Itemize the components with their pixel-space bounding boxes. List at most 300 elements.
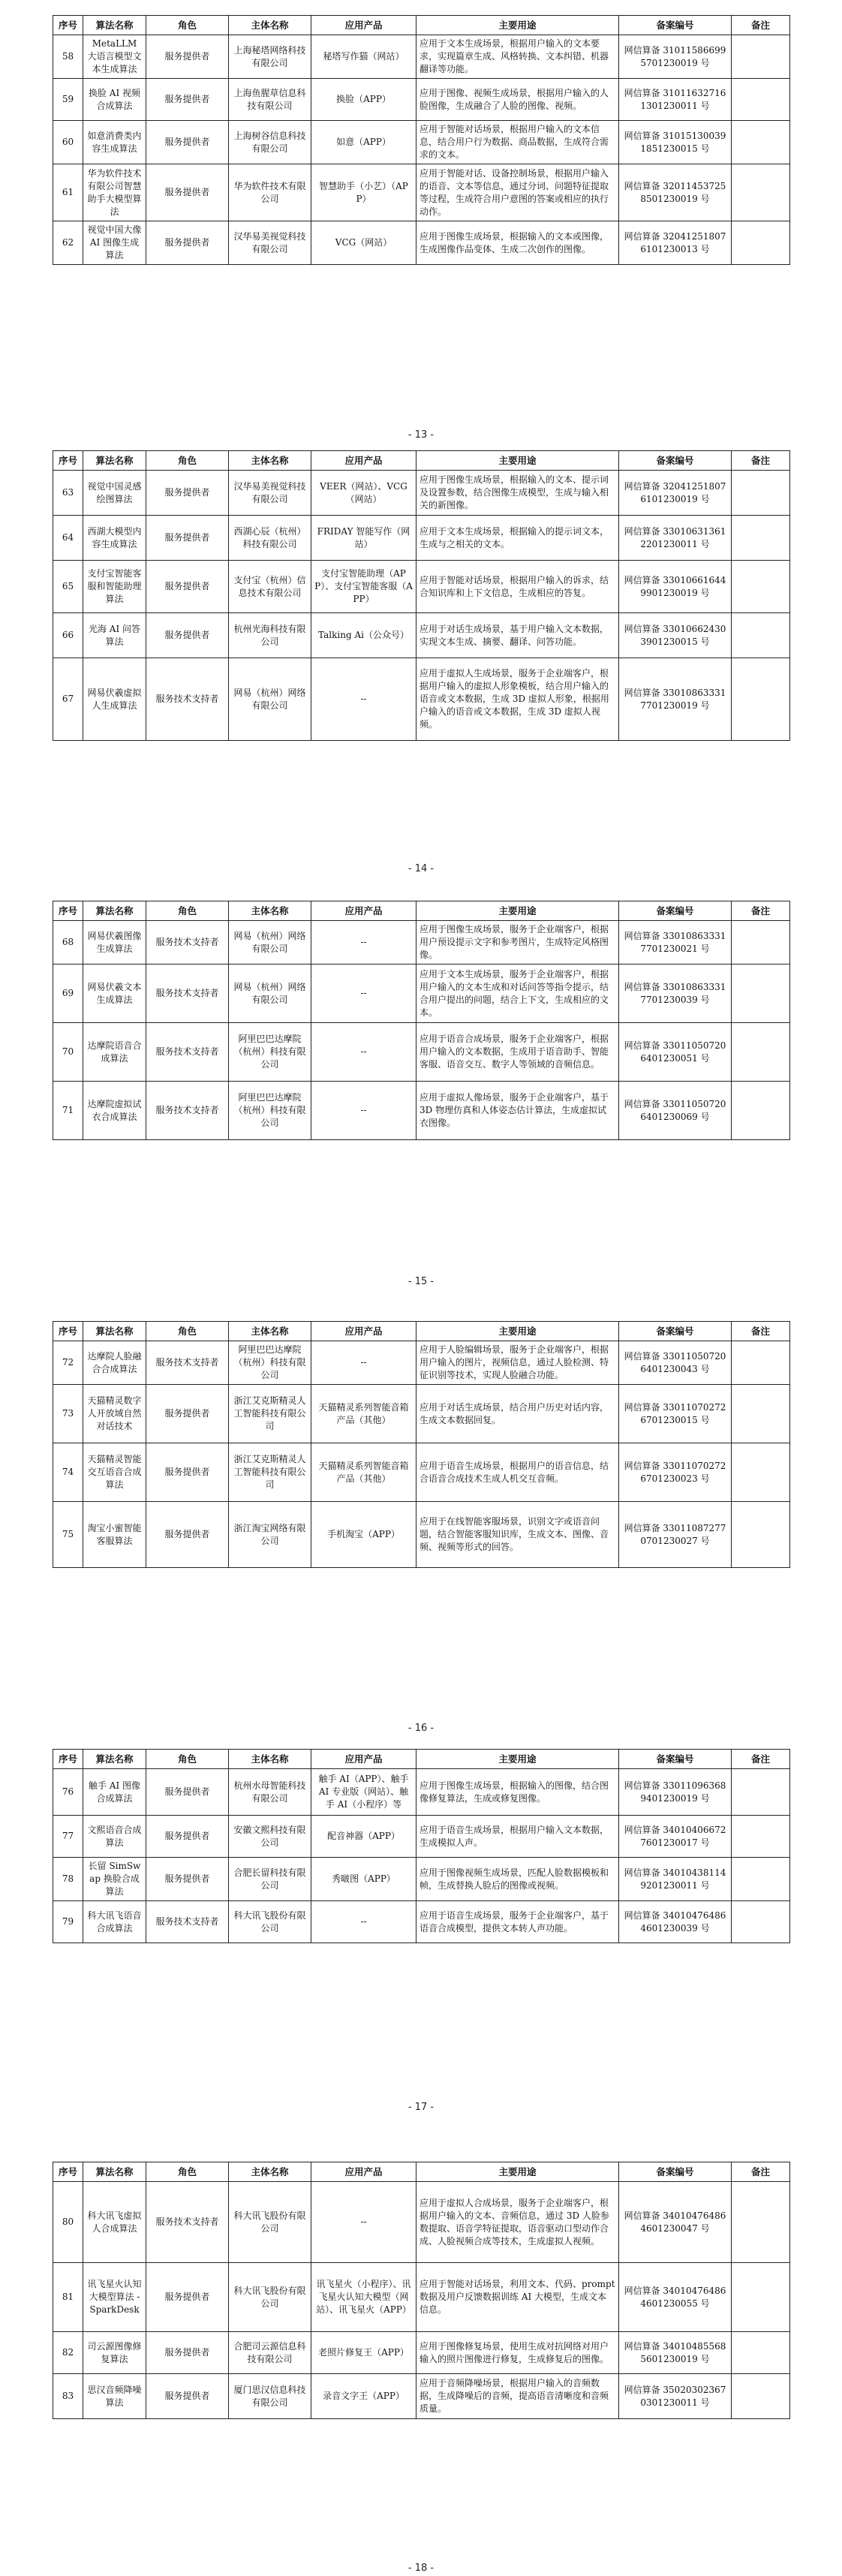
cell-name: MetaLLM 大语言模型文本生成算法 <box>83 35 146 79</box>
cell-product: 如意（APP） <box>311 121 416 164</box>
column-header-note: 备注 <box>732 451 790 471</box>
column-header-role: 角色 <box>146 1322 229 1341</box>
cell-reg: 网信算备 310115866995701230019 号 <box>619 35 732 79</box>
cell-no: 79 <box>53 1901 83 1943</box>
column-header-no: 序号 <box>53 901 83 921</box>
algorithm-table-page-4 <box>53 1321 790 1568</box>
page-number: - 15 - <box>407 1276 435 1287</box>
cell-role: 服务技术支持者 <box>146 1023 229 1082</box>
algorithm-table-page-3 <box>53 901 790 1140</box>
cell-note <box>732 164 790 221</box>
cell-use: 应用于语音生成场景，服务于企业端客户，基于语音合成模型，提供文本转人声功能。 <box>416 1901 619 1943</box>
cell-reg: 网信算备 340104764864601230055 号 <box>619 2263 732 2332</box>
table-row <box>53 658 790 741</box>
cell-note <box>732 613 790 658</box>
cell-name: 如意消费类内容生成算法 <box>83 121 146 164</box>
cell-product: 手机淘宝（APP） <box>311 1502 416 1568</box>
cell-reg: 网信算备 310151300391851230015 号 <box>619 121 732 164</box>
cell-role: 服务提供者 <box>146 471 229 516</box>
cell-entity: 网易（杭州）网络有限公司 <box>229 921 311 964</box>
column-header-use: 主要用途 <box>416 901 619 921</box>
cell-note <box>732 1341 790 1385</box>
page-number: - 17 - <box>407 2102 435 2113</box>
cell-note <box>732 79 790 121</box>
column-header-note: 备注 <box>732 1322 790 1341</box>
cell-use: 应用于在线智能客服场景，识别文字或语音问题，结合智能客服知识库，生成文本、图像、音频、视频等形式的回答。 <box>416 1502 619 1568</box>
cell-product: 讯飞星火（小程序）、讯飞星火认知大模型（网站）、讯飞星火（APP） <box>311 2263 416 2332</box>
cell-product: -- <box>311 1082 416 1140</box>
cell-use: 应用于智能对话场景，根据用户输入的文本信息，结合用户行为数据、商品数据，生成符合需求的文本。 <box>416 121 619 164</box>
cell-name: 淘宝小蜜智能客服算法 <box>83 1502 146 1568</box>
cell-no: 82 <box>53 2332 83 2374</box>
cell-name: 达摩院语音合成算法 <box>83 1023 146 1082</box>
table-row <box>53 35 790 79</box>
cell-role: 服务提供者 <box>146 35 229 79</box>
cell-product: 秘塔写作猫（网站） <box>311 35 416 79</box>
cell-no: 66 <box>53 613 83 658</box>
column-header-product: 应用产品 <box>311 16 416 35</box>
cell-use: 应用于音频降噪场景，根据用户输入的音频数据，生成降噪后的音频，提高语音清晰度和音频质量。 <box>416 2374 619 2419</box>
column-header-name: 算法名称 <box>83 16 146 35</box>
cell-note <box>732 2332 790 2374</box>
cell-reg: 网信算备 320412518076101230013 号 <box>619 221 732 265</box>
cell-product: VCG（网站） <box>311 221 416 265</box>
table-row <box>53 79 790 121</box>
table-row <box>53 1341 790 1385</box>
cell-name: 司云源图像修复算法 <box>83 2332 146 2374</box>
cell-no: 62 <box>53 221 83 265</box>
cell-no: 64 <box>53 516 83 561</box>
cell-role: 服务提供者 <box>146 221 229 265</box>
cell-role: 服务技术支持者 <box>146 964 229 1023</box>
cell-note <box>732 1858 790 1901</box>
cell-no: 58 <box>53 35 83 79</box>
column-header-no: 序号 <box>53 1322 83 1341</box>
cell-use: 应用于文本生成场景，服务于企业端客户，根据用户输入的文本生成和对话问答等指令提示，结合用户提出的问题，结合上下文，生成相应的文本。 <box>416 964 619 1023</box>
cell-product: -- <box>311 964 416 1023</box>
cell-entity: 浙江淘宝网络有限公司 <box>229 1502 311 1568</box>
cell-reg: 网信算备 330108633317701230019 号 <box>619 658 732 741</box>
cell-product: Talking Ai（公众号） <box>311 613 416 658</box>
cell-reg: 网信算备 340104764864601230047 号 <box>619 2182 732 2263</box>
table-row <box>53 1858 790 1901</box>
algorithm-table-page-2 <box>53 450 790 741</box>
column-header-role: 角色 <box>146 1750 229 1769</box>
cell-name: 光海 AI 问答算法 <box>83 613 146 658</box>
cell-entity: 阿里巴巴达摩院（杭州）科技有限公司 <box>229 1341 311 1385</box>
cell-product: 配音神器（APP） <box>311 1816 416 1858</box>
cell-no: 60 <box>53 121 83 164</box>
column-header-reg: 备案编号 <box>619 901 732 921</box>
cell-role: 服务提供者 <box>146 2374 229 2419</box>
cell-role: 服务提供者 <box>146 1769 229 1816</box>
cell-note <box>732 1901 790 1943</box>
cell-role: 服务技术支持者 <box>146 658 229 741</box>
column-header-name: 算法名称 <box>83 451 146 471</box>
cell-entity: 安徽文熙科技有限公司 <box>229 1816 311 1858</box>
table-header-row <box>53 2162 790 2182</box>
table-header-row <box>53 901 790 921</box>
cell-reg: 网信算备 330110702726701230015 号 <box>619 1385 732 1443</box>
cell-no: 78 <box>53 1858 83 1901</box>
cell-reg: 网信算备 330110702726701230023 号 <box>619 1443 732 1502</box>
cell-product: -- <box>311 1901 416 1943</box>
cell-role: 服务提供者 <box>146 1858 229 1901</box>
cell-no: 65 <box>53 561 83 613</box>
cell-name: 网易伏羲文本生成算法 <box>83 964 146 1023</box>
cell-name: 网易伏羲图像生成算法 <box>83 921 146 964</box>
cell-name: 触手 AI 图像合成算法 <box>83 1769 146 1816</box>
column-header-role: 角色 <box>146 16 229 35</box>
column-header-entity: 主体名称 <box>229 1322 311 1341</box>
cell-reg: 网信算备 340104855685601230019 号 <box>619 2332 732 2374</box>
cell-entity: 阿里巴巴达摩院（杭州）科技有限公司 <box>229 1082 311 1140</box>
column-header-entity: 主体名称 <box>229 901 311 921</box>
table-row <box>53 221 790 265</box>
table-row <box>53 471 790 516</box>
cell-name: 科大讯飞虚拟人合成算法 <box>83 2182 146 2263</box>
column-header-role: 角色 <box>146 901 229 921</box>
cell-note <box>732 35 790 79</box>
cell-role: 服务技术支持者 <box>146 2182 229 2263</box>
cell-role: 服务提供者 <box>146 1443 229 1502</box>
cell-no: 61 <box>53 164 83 221</box>
table-row <box>53 1385 790 1443</box>
cell-role: 服务提供者 <box>146 561 229 613</box>
table-row <box>53 164 790 221</box>
column-header-product: 应用产品 <box>311 901 416 921</box>
cell-note <box>732 2263 790 2332</box>
table-row <box>53 1502 790 1568</box>
cell-no: 75 <box>53 1502 83 1568</box>
column-header-name: 算法名称 <box>83 1750 146 1769</box>
cell-note <box>732 658 790 741</box>
column-header-entity: 主体名称 <box>229 1750 311 1769</box>
cell-reg: 网信算备 310116327161301230011 号 <box>619 79 732 121</box>
table-row <box>53 2332 790 2374</box>
cell-product: 支付宝智能助理（APP）、支付宝智能客服（APP） <box>311 561 416 613</box>
cell-entity: 厦门思汉信息科技有限公司 <box>229 2374 311 2419</box>
cell-name: 讯飞星火认知大模型算法 -SparkDesk <box>83 2263 146 2332</box>
column-header-reg: 备案编号 <box>619 451 732 471</box>
cell-product: 触手 AI（APP）、触手 AI 专业版（网站）、触手 AI（小程序）等 <box>311 1769 416 1816</box>
column-header-entity: 主体名称 <box>229 2162 311 2182</box>
cell-note <box>732 1082 790 1140</box>
cell-note <box>732 964 790 1023</box>
algorithm-table-page-6 <box>53 2162 790 2419</box>
table-row <box>53 1901 790 1943</box>
cell-role: 服务提供者 <box>146 1502 229 1568</box>
cell-use: 应用于智能对话场景，利用文本、代码、prompt 数据及用户反馈数据训练 AI 大模型，生成文本信息。 <box>416 2263 619 2332</box>
cell-role: 服务技术支持者 <box>146 921 229 964</box>
page-number: - 13 - <box>407 429 435 441</box>
cell-no: 76 <box>53 1769 83 1816</box>
cell-entity: 汉华易美视觉科技有限公司 <box>229 471 311 516</box>
cell-no: 68 <box>53 921 83 964</box>
cell-entity: 合肥长留科技有限公司 <box>229 1858 311 1901</box>
cell-no: 59 <box>53 79 83 121</box>
column-header-entity: 主体名称 <box>229 16 311 35</box>
table-row <box>53 921 790 964</box>
table-row <box>53 1769 790 1816</box>
cell-note <box>732 1816 790 1858</box>
cell-entity: 科大讯飞股份有限公司 <box>229 1901 311 1943</box>
cell-name: 网易伏羲虚拟人生成算法 <box>83 658 146 741</box>
cell-reg: 网信算备 340104381149201230011 号 <box>619 1858 732 1901</box>
cell-use: 应用于图像视频生成场景，匹配人脸数据模板和帧，生成替换人脸后的图像或视频。 <box>416 1858 619 1901</box>
column-header-no: 序号 <box>53 451 83 471</box>
cell-entity: 杭州光海科技有限公司 <box>229 613 311 658</box>
table-row <box>53 561 790 613</box>
cell-reg: 网信算备 330106624303901230015 号 <box>619 613 732 658</box>
column-header-no: 序号 <box>53 16 83 35</box>
column-header-use: 主要用途 <box>416 2162 619 2182</box>
cell-use: 应用于图像生成场景，根据输入的图像，结合图像修复算法，生成或修复图像。 <box>416 1769 619 1816</box>
table-row <box>53 2374 790 2419</box>
cell-use: 应用于智能对话场景，根据用户输入的诉求，结合知识库和上下文信息，生成相应的答复。 <box>416 561 619 613</box>
page-number: - 18 - <box>407 2562 435 2574</box>
cell-role: 服务提供者 <box>146 1816 229 1858</box>
algorithm-table-page-5 <box>53 1749 790 1943</box>
cell-use: 应用于虚拟人合成场景，服务于企业端客户，根据用户输入的文本、音频信息，通过 3D 人脸参数提取、语音学特征提取，语音驱动口型动作合成、人脸视频合成等技术，生成虚拟人视频。 <box>416 2182 619 2263</box>
cell-name: 达摩院虚拟试衣合成算法 <box>83 1082 146 1140</box>
cell-product: 换脸（APP） <box>311 79 416 121</box>
column-header-reg: 备案编号 <box>619 2162 732 2182</box>
cell-no: 77 <box>53 1816 83 1858</box>
table-row <box>53 2182 790 2263</box>
table-row <box>53 121 790 164</box>
column-header-no: 序号 <box>53 1750 83 1769</box>
table-row <box>53 2263 790 2332</box>
cell-entity: 阿里巴巴达摩院（杭州）科技有限公司 <box>229 1023 311 1082</box>
cell-use: 应用于图像修复场景，使用生成对抗网络对用户输入的照片图像进行修复，生成修复后的图像。 <box>416 2332 619 2374</box>
column-header-no: 序号 <box>53 2162 83 2182</box>
cell-entity: 浙江艾克斯精灵人工智能科技有限公司 <box>229 1385 311 1443</box>
cell-note <box>732 516 790 561</box>
column-header-use: 主要用途 <box>416 1322 619 1341</box>
cell-entity: 支付宝（杭州）信息技术有限公司 <box>229 561 311 613</box>
cell-entity: 科大讯飞股份有限公司 <box>229 2182 311 2263</box>
cell-reg: 网信算备 340104764864601230039 号 <box>619 1901 732 1943</box>
cell-no: 71 <box>53 1082 83 1140</box>
cell-role: 服务提供者 <box>146 516 229 561</box>
column-header-use: 主要用途 <box>416 451 619 471</box>
cell-product: 录音文字王（APP） <box>311 2374 416 2419</box>
cell-note <box>732 2374 790 2419</box>
column-header-note: 备注 <box>732 901 790 921</box>
cell-use: 应用于文本生成场景，根据输入的提示词文本，生成与之相关的文本。 <box>416 516 619 561</box>
column-header-name: 算法名称 <box>83 901 146 921</box>
cell-role: 服务技术支持者 <box>146 1082 229 1140</box>
cell-name: 视觉中国大像 AI 图像生成算法 <box>83 221 146 265</box>
column-header-note: 备注 <box>732 2162 790 2182</box>
column-header-name: 算法名称 <box>83 1322 146 1341</box>
cell-name: 天猫精灵智能交互语音合成算法 <box>83 1443 146 1502</box>
column-header-product: 应用产品 <box>311 1322 416 1341</box>
cell-reg: 网信算备 330110507206401230043 号 <box>619 1341 732 1385</box>
cell-use: 应用于对话生成场景，结合用户历史对话内容，生成文本数据回复。 <box>416 1385 619 1443</box>
cell-product: -- <box>311 658 416 741</box>
cell-name: 换脸 AI 视频合成算法 <box>83 79 146 121</box>
cell-use: 应用于虚拟人生成场景，服务于企业端客户，根据用户输入的虚拟人形象模板，结合用户输入的语音或文本数据，生成 3D 虚拟人形象，根据用户输入的语音或文本数据，生成 3D 虚拟人视频。 <box>416 658 619 741</box>
cell-entity: 浙江艾克斯精灵人工智能科技有限公司 <box>229 1443 311 1502</box>
cell-name: 华为软件技术有限公司智慧助手大模型算法 <box>83 164 146 221</box>
cell-role: 服务提供者 <box>146 79 229 121</box>
cell-note <box>732 1769 790 1816</box>
cell-no: 70 <box>53 1023 83 1082</box>
cell-note <box>732 2182 790 2263</box>
cell-note <box>732 471 790 516</box>
cell-use: 应用于文本生成场景，根据用户输入的文本要求，实现篇章生成、风格转换、文本纠错、机器翻译等功能。 <box>416 35 619 79</box>
cell-reg: 网信算备 340104066727601230017 号 <box>619 1816 732 1858</box>
cell-note <box>732 561 790 613</box>
cell-entity: 网易（杭州）网络有限公司 <box>229 964 311 1023</box>
cell-name: 视觉中国灵感绘图算法 <box>83 471 146 516</box>
table-row <box>53 613 790 658</box>
cell-entity: 科大讯飞股份有限公司 <box>229 2263 311 2332</box>
cell-reg: 网信算备 330106313612201230011 号 <box>619 516 732 561</box>
cell-product: -- <box>311 2182 416 2263</box>
cell-use: 应用于图像、视频生成场景，根据用户输入的人脸图像，生成融合了人脸的图像、视频。 <box>416 79 619 121</box>
cell-product: -- <box>311 1023 416 1082</box>
cell-no: 72 <box>53 1341 83 1385</box>
cell-product: -- <box>311 921 416 964</box>
algorithm-table-page-1 <box>53 15 790 265</box>
cell-reg: 网信算备 350203023670301230011 号 <box>619 2374 732 2419</box>
cell-role: 服务提供者 <box>146 121 229 164</box>
cell-name: 达摩院人脸融合合成算法 <box>83 1341 146 1385</box>
page-number: - 16 - <box>407 1723 435 1734</box>
table-row <box>53 1816 790 1858</box>
cell-name: 长留 SimSwap 换脸合成算法 <box>83 1858 146 1901</box>
cell-use: 应用于语音合成场景，服务于企业端客户，根据用户输入的文本数据，生成用于语音助手、智能客服、语音交互、数字人等领域的音频信息。 <box>416 1023 619 1082</box>
cell-role: 服务提供者 <box>146 613 229 658</box>
table-row <box>53 1443 790 1502</box>
cell-product: VEER（网站）、VCG（网站） <box>311 471 416 516</box>
cell-product: 智慧助手（小艺）（APP） <box>311 164 416 221</box>
cell-note <box>732 1023 790 1082</box>
cell-use: 应用于图像生成场景，根据输入的文本或图像，生成图像作品变体、生成二次创作的图像。 <box>416 221 619 265</box>
cell-no: 80 <box>53 2182 83 2263</box>
cell-entity: 上海树谷信息科技有限公司 <box>229 121 311 164</box>
table-header-row <box>53 16 790 35</box>
cell-note <box>732 1385 790 1443</box>
table-header-row <box>53 451 790 471</box>
cell-use: 应用于虚拟人像场景，服务于企业端客户，基于 3D 物理仿真和人体姿态估计算法，生成虚拟试衣图像。 <box>416 1082 619 1140</box>
cell-product: 秀啵图（APP） <box>311 1858 416 1901</box>
cell-reg: 网信算备 330110507206401230069 号 <box>619 1082 732 1140</box>
cell-no: 63 <box>53 471 83 516</box>
cell-product: 天猫精灵系列智能音箱产品（其他） <box>311 1443 416 1502</box>
cell-entity: 合肥司云源信息科技有限公司 <box>229 2332 311 2374</box>
column-header-role: 角色 <box>146 2162 229 2182</box>
cell-reg: 网信算备 330108633317701230039 号 <box>619 964 732 1023</box>
column-header-reg: 备案编号 <box>619 1750 732 1769</box>
cell-name: 支付宝智能客服和智能助理算法 <box>83 561 146 613</box>
cell-product: -- <box>311 1341 416 1385</box>
cell-role: 服务提供者 <box>146 2332 229 2374</box>
table-row <box>53 964 790 1023</box>
table-row <box>53 1082 790 1140</box>
column-header-note: 备注 <box>732 1750 790 1769</box>
cell-use: 应用于人脸编辑场景，服务于企业端客户，根据用户输入的图片，视频信息，通过人脸检测、特征识别等技术，实现人脸融合功能。 <box>416 1341 619 1385</box>
cell-product: FRIDAY 智能写作（网站） <box>311 516 416 561</box>
table-row <box>53 1023 790 1082</box>
cell-role: 服务技术支持者 <box>146 1341 229 1385</box>
cell-use: 应用于图像生成场景，根据输入的文本、提示词及设置参数，结合图像生成模型，生成与输入相关的新图像。 <box>416 471 619 516</box>
cell-no: 73 <box>53 1385 83 1443</box>
column-header-product: 应用产品 <box>311 1750 416 1769</box>
column-header-name: 算法名称 <box>83 2162 146 2182</box>
cell-role: 服务提供者 <box>146 2263 229 2332</box>
cell-use: 应用于语音生成场景，根据用户的语音信息，结合语音合成技术生成人机交互音频。 <box>416 1443 619 1502</box>
cell-no: 74 <box>53 1443 83 1502</box>
cell-use: 应用于语音生成场景，根据用户输入文本数据，生成模拟人声。 <box>416 1816 619 1858</box>
cell-use: 应用于对话生成场景，基于用户输入文本数据，实现文本生成、摘要、翻译、问答功能。 <box>416 613 619 658</box>
cell-entity: 上海秘塔网络科技有限公司 <box>229 35 311 79</box>
column-header-product: 应用产品 <box>311 2162 416 2182</box>
cell-name: 西湖大模型内容生成算法 <box>83 516 146 561</box>
cell-no: 69 <box>53 964 83 1023</box>
cell-entity: 西湖心辰（杭州）科技有限公司 <box>229 516 311 561</box>
cell-reg: 网信算备 320114537258501230019 号 <box>619 164 732 221</box>
cell-reg: 网信算备 330106616449901230019 号 <box>619 561 732 613</box>
cell-use: 应用于智能对话、设备控制场景，根据用户输入的语音、文本等信息，通过分词、问题特征提取等过程，生成符合用户意图的答案或相应的执行动作。 <box>416 164 619 221</box>
table-header-row <box>53 1750 790 1769</box>
cell-reg: 网信算备 330108633317701230021 号 <box>619 921 732 964</box>
cell-note <box>732 1443 790 1502</box>
column-header-product: 应用产品 <box>311 451 416 471</box>
cell-no: 67 <box>53 658 83 741</box>
column-header-note: 备注 <box>732 16 790 35</box>
cell-product: 老照片修复王（APP） <box>311 2332 416 2374</box>
column-header-entity: 主体名称 <box>229 451 311 471</box>
cell-note <box>732 221 790 265</box>
column-header-use: 主要用途 <box>416 1750 619 1769</box>
cell-reg: 网信算备 330110872770701230027 号 <box>619 1502 732 1568</box>
cell-note <box>732 1502 790 1568</box>
cell-entity: 网易（杭州）网络有限公司 <box>229 658 311 741</box>
cell-product: 天猫精灵系列智能音箱产品（其他） <box>311 1385 416 1443</box>
cell-role: 服务提供者 <box>146 164 229 221</box>
cell-note <box>732 121 790 164</box>
page-number: - 14 - <box>407 863 435 874</box>
cell-no: 81 <box>53 2263 83 2332</box>
cell-reg: 网信算备 320412518076101230019 号 <box>619 471 732 516</box>
cell-entity: 上海鱼腥草信息科技有限公司 <box>229 79 311 121</box>
cell-role: 服务提供者 <box>146 1385 229 1443</box>
cell-no: 83 <box>53 2374 83 2419</box>
cell-entity: 汉华易美视觉科技有限公司 <box>229 221 311 265</box>
cell-use: 应用于图像生成场景，服务于企业端客户，根据用户预设提示文字和参考图片，生成特定风格图像。 <box>416 921 619 964</box>
cell-name: 思汉音频降噪算法 <box>83 2374 146 2419</box>
cell-entity: 杭州水母智能科技有限公司 <box>229 1769 311 1816</box>
column-header-reg: 备案编号 <box>619 16 732 35</box>
cell-name: 科大讯飞语音合成算法 <box>83 1901 146 1943</box>
cell-name: 天猫精灵数字人开放域自然对话技术 <box>83 1385 146 1443</box>
cell-name: 文熙语音合成算法 <box>83 1816 146 1858</box>
column-header-use: 主要用途 <box>416 16 619 35</box>
cell-role: 服务技术支持者 <box>146 1901 229 1943</box>
column-header-role: 角色 <box>146 451 229 471</box>
cell-reg: 网信算备 330110963689401230019 号 <box>619 1769 732 1816</box>
table-header-row <box>53 1322 790 1341</box>
column-header-reg: 备案编号 <box>619 1322 732 1341</box>
cell-reg: 网信算备 330110507206401230051 号 <box>619 1023 732 1082</box>
cell-note <box>732 921 790 964</box>
table-row <box>53 516 790 561</box>
cell-entity: 华为软件技术有限公司 <box>229 164 311 221</box>
